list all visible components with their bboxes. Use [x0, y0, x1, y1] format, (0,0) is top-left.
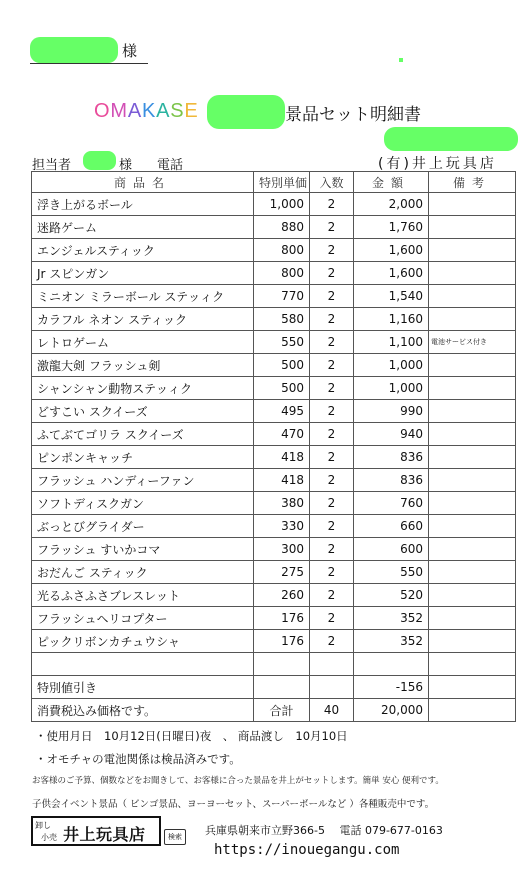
remark: [429, 377, 516, 400]
quantity: 2: [310, 331, 354, 354]
unit-price: 176: [254, 607, 310, 630]
remark: 電池サービス付き: [429, 331, 516, 354]
table-row: [32, 423, 516, 446]
customer-honorific: 様: [122, 42, 138, 60]
amount: 836: [354, 469, 429, 492]
amount: 836: [354, 446, 429, 469]
product-name: 光るふさふさブレスレット: [32, 584, 254, 607]
amount: 990: [354, 400, 429, 423]
unit-price: 1,000: [254, 193, 310, 216]
unit-price: 500: [254, 377, 310, 400]
product-name: フラッシュ すいかコマ: [32, 538, 254, 561]
table-row: [32, 584, 516, 607]
amount: 1,760: [354, 216, 429, 239]
quantity: 2: [310, 193, 354, 216]
unit-price: 300: [254, 538, 310, 561]
quantity: 2: [310, 285, 354, 308]
event-note: 子供会イベント景品（ ビンゴ景品、ヨーヨーセット、スーパーボールなど ）各種販売中です。: [32, 799, 435, 810]
staff-label: 担当者: [32, 158, 72, 173]
unit-price: 418: [254, 446, 310, 469]
remark: [429, 446, 516, 469]
quantity: 2: [310, 492, 354, 515]
total-word: 合計: [254, 699, 310, 722]
unit-price: 495: [254, 400, 310, 423]
total-label: 消費税込み価格です。: [32, 699, 254, 722]
discount-amount: -156: [354, 676, 429, 699]
product-name: おだんご スティック: [32, 561, 254, 584]
table-row: [32, 308, 516, 331]
amount: 1,600: [354, 262, 429, 285]
remark: [429, 400, 516, 423]
shop-name: (有)井上玩具店: [378, 156, 497, 172]
product-name: どすこい スクイーズ: [32, 400, 254, 423]
unit-price: 176: [254, 630, 310, 653]
service-note: お客様のご予算、個数などをお聞きして、お客様に合った景品を井上がセットします。簡単 安心 便利です。: [32, 776, 444, 786]
amount: 550: [354, 561, 429, 584]
amount: 1,000: [354, 377, 429, 400]
table-row: [32, 193, 516, 216]
phone-label: 電話: [157, 158, 184, 173]
amount: 1,100: [354, 331, 429, 354]
search-button-icon: 検索: [164, 829, 186, 845]
logo-shop-name: 井上玩具店: [63, 825, 146, 844]
total-amount: 20,000: [354, 699, 429, 722]
remark: [429, 216, 516, 239]
table-row: [32, 239, 516, 262]
remark: [429, 308, 516, 331]
header-product: 商品名: [32, 172, 254, 193]
remark: [429, 239, 516, 262]
green-dot: [399, 58, 403, 62]
header-note: 備考: [429, 172, 516, 193]
unit-price: 260: [254, 584, 310, 607]
brand-omakase: [94, 100, 199, 123]
product-name: 浮き上がるボール: [32, 193, 254, 216]
quantity: 2: [310, 584, 354, 607]
document-title-brand: [94, 100, 199, 123]
table-row: [32, 607, 516, 630]
product-name: ピックリボンカチュウシャ: [32, 630, 254, 653]
quantity: 2: [310, 216, 354, 239]
customer-underline: [30, 63, 148, 64]
staff-honorific: 様: [119, 158, 133, 173]
brand-letter: A: [156, 100, 171, 122]
product-name: レトロゲーム: [32, 331, 254, 354]
title-redacted: [207, 95, 285, 129]
amount: 352: [354, 630, 429, 653]
shop-address: 兵庫県朝来市立野366-5 電話 079-677-0163: [205, 824, 443, 837]
product-name: フラッシュ ハンディーファン: [32, 469, 254, 492]
quantity: 2: [310, 538, 354, 561]
product-name: ミニオン ミラーボール ステッィク: [32, 285, 254, 308]
brand-letter: K: [141, 100, 157, 122]
remark: [429, 262, 516, 285]
header-amount: 金額: [354, 172, 429, 193]
amount: 1,160: [354, 308, 429, 331]
quantity: 2: [310, 630, 354, 653]
header-price: 特別単価: [254, 172, 310, 193]
remark: [429, 354, 516, 377]
table-row: [32, 400, 516, 423]
header-qty: 入数: [310, 172, 354, 193]
quantity: 2: [310, 377, 354, 400]
quantity: 2: [310, 561, 354, 584]
unit-price: 580: [254, 308, 310, 331]
table-row: [32, 515, 516, 538]
amount: 2,000: [354, 193, 429, 216]
remark: [429, 515, 516, 538]
quantity: 2: [310, 469, 354, 492]
code-redacted: [384, 127, 518, 151]
brand-letter: E: [184, 100, 199, 122]
table-row: [32, 492, 516, 515]
remark: [429, 584, 516, 607]
quantity: 2: [310, 515, 354, 538]
quantity: 2: [310, 446, 354, 469]
amount: 600: [354, 538, 429, 561]
unit-price: 380: [254, 492, 310, 515]
items-table: [31, 171, 516, 722]
table-row: [32, 446, 516, 469]
table-row: [32, 561, 516, 584]
product-name: 迷路ゲーム: [32, 216, 254, 239]
quantity: 2: [310, 423, 354, 446]
brand-letter: M: [110, 100, 128, 122]
discount-row: [32, 676, 516, 699]
total-row: [32, 699, 516, 722]
quantity: 2: [310, 262, 354, 285]
document-title: 景品セット明細書: [285, 105, 421, 125]
product-name: 激龍大剣 フラッシュ剣: [32, 354, 254, 377]
remark: [429, 561, 516, 584]
remark: [429, 492, 516, 515]
table-row: [32, 216, 516, 239]
unit-price: 770: [254, 285, 310, 308]
logo-retail: 小売: [41, 833, 57, 842]
brand-letter: A: [127, 100, 142, 122]
unit-price: 418: [254, 469, 310, 492]
battery-note: ・オモチャの電池関係は検品済みです。: [35, 752, 241, 766]
usage-date-note: ・使用月日 10月12日(日曜日)夜 、 商品渡し 10月10日: [35, 729, 348, 743]
amount: 1,600: [354, 239, 429, 262]
amount: 1,540: [354, 285, 429, 308]
shop-url[interactable]: https://inouegangu.com: [214, 842, 400, 858]
quantity: 2: [310, 400, 354, 423]
amount: 940: [354, 423, 429, 446]
remark: [429, 423, 516, 446]
remark: [429, 538, 516, 561]
table-row: [32, 630, 516, 653]
total-qty: 40: [310, 699, 354, 722]
product-name: エンジェルスティック: [32, 239, 254, 262]
staff-name-redacted: [83, 151, 116, 170]
remark: [429, 630, 516, 653]
product-name: ソフトディスクガン: [32, 492, 254, 515]
customer-name-redacted: [30, 37, 118, 63]
unit-price: 550: [254, 331, 310, 354]
product-name: ピンポンキャッチ: [32, 446, 254, 469]
logo-wholesale: 卸し: [35, 821, 51, 830]
quantity: 2: [310, 354, 354, 377]
amount: 660: [354, 515, 429, 538]
remark: [429, 285, 516, 308]
product-name: Jr スピンガン: [32, 262, 254, 285]
product-name: カラフル ネオン スティック: [32, 308, 254, 331]
quantity: 2: [310, 239, 354, 262]
table-row: [32, 469, 516, 492]
amount: 520: [354, 584, 429, 607]
brand-letter: O: [94, 100, 111, 122]
product-name: シャンシャン動物ステッィク: [32, 377, 254, 400]
table-row: [32, 377, 516, 400]
product-name: ふてぶてゴリラ スクイーズ: [32, 423, 254, 446]
remark: [429, 607, 516, 630]
product-name: ぶっとびグライダー: [32, 515, 254, 538]
table-row: [32, 331, 516, 354]
product-name: フラッシュヘリコプター: [32, 607, 254, 630]
blank-row: [32, 653, 516, 676]
table-row: [32, 262, 516, 285]
table-header-row: [32, 172, 516, 193]
table-row: [32, 354, 516, 377]
brand-letter: S: [170, 100, 185, 122]
unit-price: 800: [254, 262, 310, 285]
amount: 1,000: [354, 354, 429, 377]
quantity: 2: [310, 607, 354, 630]
unit-price: 470: [254, 423, 310, 446]
remark: [429, 469, 516, 492]
table-row: [32, 538, 516, 561]
unit-price: 800: [254, 239, 310, 262]
remark: [429, 193, 516, 216]
unit-price: 880: [254, 216, 310, 239]
quantity: 2: [310, 308, 354, 331]
discount-label: 特別値引き: [32, 676, 254, 699]
unit-price: 330: [254, 515, 310, 538]
amount: 760: [354, 492, 429, 515]
amount: 352: [354, 607, 429, 630]
table-row: [32, 285, 516, 308]
unit-price: 275: [254, 561, 310, 584]
unit-price: 500: [254, 354, 310, 377]
